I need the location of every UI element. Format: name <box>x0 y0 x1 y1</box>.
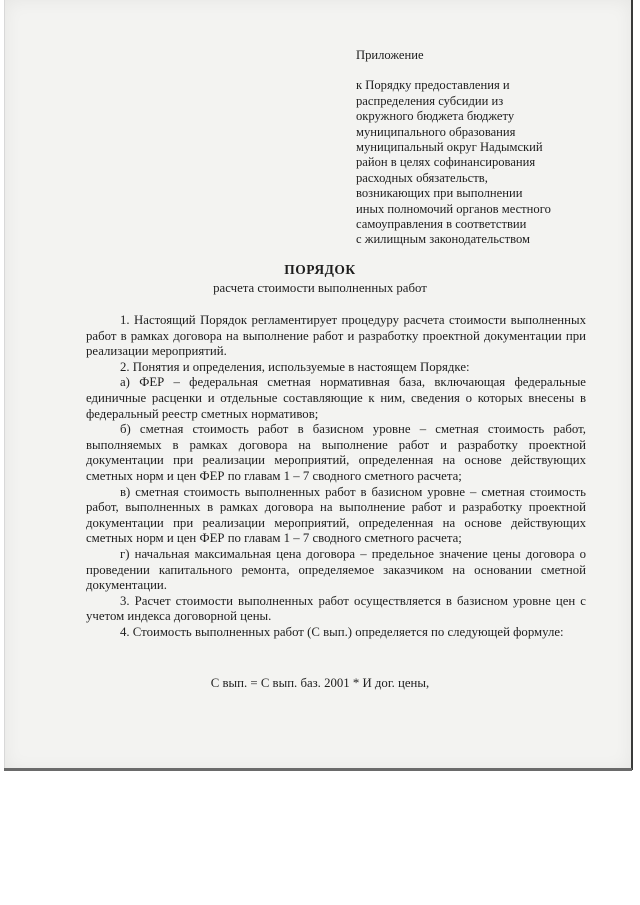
appendix-line: муниципального образования <box>356 124 516 139</box>
document-title: ПОРЯДОК <box>284 262 356 277</box>
appendix-line: иных полномочий органов местного <box>356 201 551 216</box>
appendix-line: к Порядку предоставления и <box>356 78 510 93</box>
paragraph-4: 4. Стоимость выполненных работ (С вып.) определяется по следующей формуле: <box>120 624 564 639</box>
definition-a: а) ФЕР – федеральная сметная нормативная база, включающая федеральные единичные расценки и отдельные составляющие к ним, сведения о которых внесены в федеральный реестр сметных нормативов; <box>86 375 586 421</box>
paper-bottom-edge <box>4 768 632 771</box>
paragraph-3: 3. Расчет стоимости выполненных работ осуществляется в базисном уровне цен с учетом индекса договорной цены. <box>86 593 586 624</box>
document-body <box>86 313 586 640</box>
appendix-title: Приложение <box>356 48 424 62</box>
definition-v: в) сметная стоимость выполненных работ в базисном уровне – сметная стоимость работ, выполненных в рамках договора на выполнение работ и разработку проектной документации при реализации мероприятий, определенная на основе действующих сметных норм и цен ФЕР по главам 1 – 7 сводного сметного расчета; <box>86 484 586 546</box>
definition-g: г) начальная максимальная цена договора – предельное значение цены договора о проведении капитального ремонта, определяемое заказчиком на основании сметной документации. <box>86 546 586 593</box>
paragraph-1: 1. Настоящий Порядок регламентирует процедуру расчета стоимости выполненных работ в рамках договора на выполнение работ и разработку проектной документации при реализации мероприятий. <box>86 313 586 359</box>
formula: С вып. = С вып. баз. 2001 * И дог. цены, <box>210 676 430 690</box>
appendix-line: муниципальный округ Надымский <box>356 140 543 155</box>
paragraph-2: 2. Понятия и определения, используемые в настоящем Порядке: <box>120 359 470 374</box>
appendix-line: с жилищным законодательством <box>356 232 531 247</box>
document-subtitle: расчета стоимости выполненных работ <box>213 281 427 295</box>
appendix-line: возникающих при выполнении <box>356 186 523 201</box>
definition-b: б) сметная стоимость работ в базисном уровне – сметная стоимость работ, выполняемых в рамках договора на выполнение работ и разработку проектной документации при реализации мероприятий, определенная на основе действующих сметных норм и цен ФЕР по главам 1 – 7 сводного сметного расчета; <box>86 422 586 483</box>
appendix-line: район в целях софинансирования <box>356 155 536 170</box>
appendix-block <box>356 48 606 248</box>
appendix-line: распределения субсидии из <box>356 93 504 108</box>
appendix-line: самоуправления в соответствии <box>356 217 527 232</box>
appendix-line: окружного бюджета бюджету <box>356 109 515 124</box>
appendix-line: расходных обязательств, <box>356 170 488 185</box>
